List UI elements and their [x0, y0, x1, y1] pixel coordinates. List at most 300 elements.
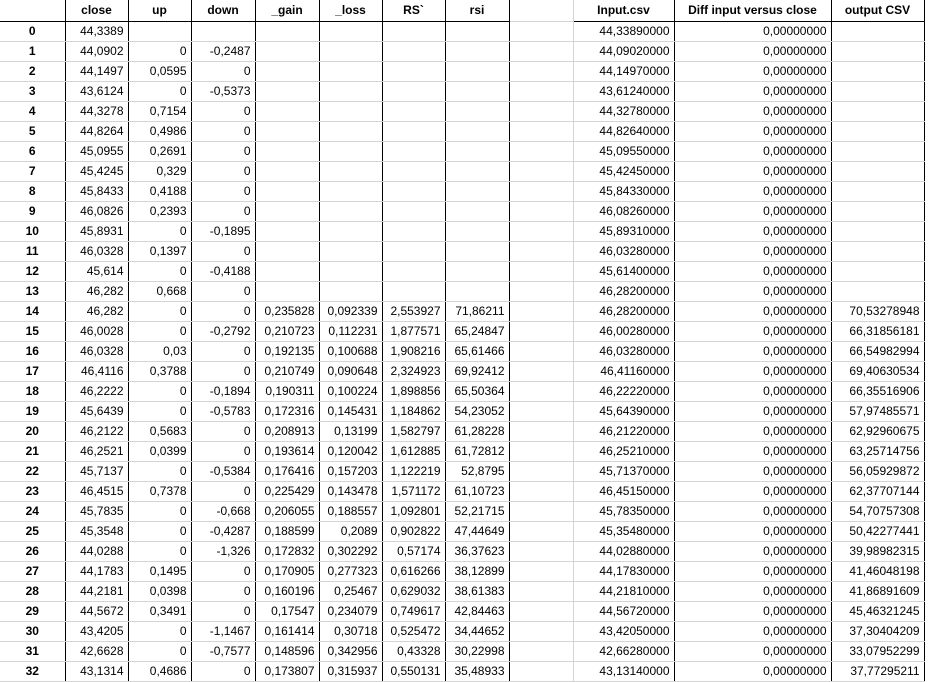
cell-rs[interactable] — [382, 141, 445, 161]
cell-input-csv[interactable]: 44,14970000 — [573, 61, 674, 81]
cell-output-csv[interactable]: 66,31856181 — [831, 321, 924, 341]
cell-close[interactable]: 46,2222 — [65, 381, 128, 401]
cell-output-csv[interactable]: 62,92960675 — [831, 421, 924, 441]
column-header-rsi[interactable]: rsi — [445, 0, 509, 21]
cell-diff-input-vs-close[interactable]: 0,00000000 — [674, 541, 831, 561]
cell-close[interactable]: 46,4515 — [65, 481, 128, 501]
cell-spacer[interactable] — [509, 481, 573, 501]
cell-gain[interactable]: 0,161414 — [255, 621, 319, 641]
cell-spacer[interactable] — [509, 21, 573, 41]
cell-diff-input-vs-close[interactable]: 0,00000000 — [674, 441, 831, 461]
cell-up[interactable]: 0,2691 — [128, 141, 191, 161]
cell-close[interactable]: 45,614 — [65, 261, 128, 281]
cell-down[interactable]: 0 — [191, 301, 255, 321]
cell-up[interactable]: 0 — [128, 401, 191, 421]
cell-rs[interactable]: 0,525472 — [382, 621, 445, 641]
cell-diff-input-vs-close[interactable]: 0,00000000 — [674, 321, 831, 341]
cell-close[interactable]: 46,2122 — [65, 421, 128, 441]
row-index-cell[interactable]: 8 — [0, 181, 65, 201]
cell-rsi[interactable]: 65,61466 — [445, 341, 509, 361]
cell-gain[interactable] — [255, 221, 319, 241]
cell-rsi[interactable]: 35,48933 — [445, 661, 509, 681]
cell-spacer[interactable] — [509, 401, 573, 421]
cell-close[interactable]: 44,5672 — [65, 601, 128, 621]
cell-rs[interactable] — [382, 221, 445, 241]
cell-down[interactable]: -0,5384 — [191, 461, 255, 481]
cell-output-csv[interactable] — [831, 61, 924, 81]
cell-output-csv[interactable]: 69,40630534 — [831, 361, 924, 381]
cell-rs[interactable]: 0,550131 — [382, 661, 445, 681]
cell-rs[interactable] — [382, 41, 445, 61]
cell-down[interactable]: 0 — [191, 161, 255, 181]
cell-output-csv[interactable]: 37,77295211 — [831, 661, 924, 681]
cell-diff-input-vs-close[interactable]: 0,00000000 — [674, 121, 831, 141]
row-index-cell[interactable]: 25 — [0, 521, 65, 541]
cell-diff-input-vs-close[interactable]: 0,00000000 — [674, 221, 831, 241]
column-header-diff-input-vs-close[interactable]: Diff input versus close — [674, 0, 831, 21]
cell-output-csv[interactable]: 57,97485571 — [831, 401, 924, 421]
cell-up[interactable]: 0,668 — [128, 281, 191, 301]
cell-up[interactable]: 0 — [128, 521, 191, 541]
cell-rs[interactable]: 1,898856 — [382, 381, 445, 401]
cell-close[interactable]: 46,282 — [65, 301, 128, 321]
cell-diff-input-vs-close[interactable]: 0,00000000 — [674, 561, 831, 581]
cell-diff-input-vs-close[interactable]: 0,00000000 — [674, 181, 831, 201]
cell-down[interactable]: -1,326 — [191, 541, 255, 561]
cell-down[interactable]: -0,7577 — [191, 641, 255, 661]
row-index-cell[interactable]: 12 — [0, 261, 65, 281]
cell-rsi[interactable]: 47,44649 — [445, 521, 509, 541]
cell-loss[interactable]: 0,092339 — [319, 301, 382, 321]
cell-input-csv[interactable]: 45,09550000 — [573, 141, 674, 161]
cell-gain[interactable] — [255, 241, 319, 261]
cell-close[interactable]: 46,0826 — [65, 201, 128, 221]
cell-diff-input-vs-close[interactable]: 0,00000000 — [674, 381, 831, 401]
cell-loss[interactable]: 0,100688 — [319, 341, 382, 361]
row-index-cell[interactable]: 17 — [0, 361, 65, 381]
cell-rs[interactable]: 0,57174 — [382, 541, 445, 561]
cell-rsi[interactable]: 65,50364 — [445, 381, 509, 401]
cell-up[interactable]: 0,3788 — [128, 361, 191, 381]
cell-input-csv[interactable]: 46,28200000 — [573, 301, 674, 321]
cell-rs[interactable]: 1,092801 — [382, 501, 445, 521]
cell-rsi[interactable] — [445, 241, 509, 261]
cell-gain[interactable]: 0,192135 — [255, 341, 319, 361]
cell-down[interactable]: 0 — [191, 481, 255, 501]
cell-down[interactable]: -0,5783 — [191, 401, 255, 421]
cell-diff-input-vs-close[interactable]: 0,00000000 — [674, 61, 831, 81]
cell-close[interactable]: 45,6439 — [65, 401, 128, 421]
cell-rsi[interactable] — [445, 201, 509, 221]
cell-diff-input-vs-close[interactable]: 0,00000000 — [674, 641, 831, 661]
cell-spacer[interactable] — [509, 81, 573, 101]
cell-gain[interactable] — [255, 181, 319, 201]
cell-gain[interactable] — [255, 161, 319, 181]
cell-input-csv[interactable]: 44,33890000 — [573, 21, 674, 41]
cell-down[interactable]: -0,4188 — [191, 261, 255, 281]
cell-loss[interactable]: 0,13199 — [319, 421, 382, 441]
cell-loss[interactable] — [319, 81, 382, 101]
cell-gain[interactable] — [255, 121, 319, 141]
cell-input-csv[interactable]: 46,00280000 — [573, 321, 674, 341]
cell-rs[interactable]: 0,749617 — [382, 601, 445, 621]
cell-close[interactable]: 45,7137 — [65, 461, 128, 481]
cell-close[interactable]: 46,282 — [65, 281, 128, 301]
cell-rsi[interactable] — [445, 101, 509, 121]
cell-up[interactable]: 0,2393 — [128, 201, 191, 221]
cell-spacer[interactable] — [509, 421, 573, 441]
cell-spacer[interactable] — [509, 381, 573, 401]
cell-down[interactable]: -0,1895 — [191, 221, 255, 241]
cell-rs[interactable]: 1,612885 — [382, 441, 445, 461]
cell-up[interactable]: 0,7154 — [128, 101, 191, 121]
cell-spacer[interactable] — [509, 641, 573, 661]
cell-rsi[interactable]: 61,28228 — [445, 421, 509, 441]
cell-input-csv[interactable]: 46,03280000 — [573, 341, 674, 361]
cell-input-csv[interactable]: 44,56720000 — [573, 601, 674, 621]
cell-rsi[interactable]: 61,10723 — [445, 481, 509, 501]
cell-rsi[interactable] — [445, 21, 509, 41]
cell-diff-input-vs-close[interactable]: 0,00000000 — [674, 521, 831, 541]
cell-gain[interactable] — [255, 81, 319, 101]
cell-down[interactable]: 0 — [191, 101, 255, 121]
cell-loss[interactable] — [319, 281, 382, 301]
cell-rs[interactable]: 2,324923 — [382, 361, 445, 381]
cell-loss[interactable]: 0,30718 — [319, 621, 382, 641]
cell-gain[interactable] — [255, 201, 319, 221]
cell-gain[interactable]: 0,188599 — [255, 521, 319, 541]
cell-down[interactable]: -0,2487 — [191, 41, 255, 61]
cell-spacer[interactable] — [509, 321, 573, 341]
row-index-cell[interactable]: 28 — [0, 581, 65, 601]
cell-gain[interactable]: 0,210749 — [255, 361, 319, 381]
cell-diff-input-vs-close[interactable]: 0,00000000 — [674, 621, 831, 641]
cell-up[interactable]: 0,4686 — [128, 661, 191, 681]
cell-diff-input-vs-close[interactable]: 0,00000000 — [674, 281, 831, 301]
cell-rs[interactable]: 2,553927 — [382, 301, 445, 321]
row-index-cell[interactable]: 0 — [0, 21, 65, 41]
cell-rs[interactable]: 0,902822 — [382, 521, 445, 541]
cell-input-csv[interactable]: 46,21220000 — [573, 421, 674, 441]
cell-diff-input-vs-close[interactable]: 0,00000000 — [674, 401, 831, 421]
cell-spacer[interactable] — [509, 281, 573, 301]
cell-output-csv[interactable]: 56,05929872 — [831, 461, 924, 481]
cell-gain[interactable]: 0,235828 — [255, 301, 319, 321]
cell-down[interactable]: 0 — [191, 61, 255, 81]
row-index-cell[interactable]: 23 — [0, 481, 65, 501]
row-index-cell[interactable]: 21 — [0, 441, 65, 461]
cell-close[interactable]: 46,0328 — [65, 341, 128, 361]
cell-loss[interactable] — [319, 261, 382, 281]
cell-input-csv[interactable]: 44,82640000 — [573, 121, 674, 141]
cell-output-csv[interactable] — [831, 261, 924, 281]
column-header-close[interactable]: close — [65, 0, 128, 21]
cell-down[interactable] — [191, 21, 255, 41]
cell-rsi[interactable]: 71,86211 — [445, 301, 509, 321]
cell-spacer[interactable] — [509, 161, 573, 181]
cell-spacer[interactable] — [509, 521, 573, 541]
cell-diff-input-vs-close[interactable]: 0,00000000 — [674, 161, 831, 181]
cell-close[interactable]: 42,6628 — [65, 641, 128, 661]
cell-up[interactable]: 0,0399 — [128, 441, 191, 461]
cell-close[interactable]: 43,4205 — [65, 621, 128, 641]
cell-down[interactable]: 0 — [191, 561, 255, 581]
cell-loss[interactable] — [319, 41, 382, 61]
cell-up[interactable]: 0,03 — [128, 341, 191, 361]
cell-up[interactable]: 0,3491 — [128, 601, 191, 621]
cell-rs[interactable] — [382, 261, 445, 281]
cell-diff-input-vs-close[interactable]: 0,00000000 — [674, 461, 831, 481]
cell-spacer[interactable] — [509, 361, 573, 381]
cell-output-csv[interactable]: 50,42277441 — [831, 521, 924, 541]
cell-loss[interactable]: 0,100224 — [319, 381, 382, 401]
cell-output-csv[interactable]: 66,35516906 — [831, 381, 924, 401]
cell-down[interactable]: 0 — [191, 441, 255, 461]
cell-up[interactable]: 0,1495 — [128, 561, 191, 581]
cell-up[interactable]: 0 — [128, 81, 191, 101]
cell-output-csv[interactable] — [831, 281, 924, 301]
column-header-up[interactable]: up — [128, 0, 191, 21]
cell-input-csv[interactable]: 43,61240000 — [573, 81, 674, 101]
cell-up[interactable]: 0 — [128, 641, 191, 661]
cell-down[interactable]: 0 — [191, 141, 255, 161]
cell-diff-input-vs-close[interactable]: 0,00000000 — [674, 301, 831, 321]
cell-gain[interactable] — [255, 261, 319, 281]
cell-close[interactable]: 46,2521 — [65, 441, 128, 461]
cell-down[interactable]: -0,5373 — [191, 81, 255, 101]
cell-gain[interactable]: 0,160196 — [255, 581, 319, 601]
row-index-cell[interactable]: 22 — [0, 461, 65, 481]
cell-spacer[interactable] — [509, 621, 573, 641]
cell-up[interactable]: 0 — [128, 461, 191, 481]
row-index-cell[interactable]: 10 — [0, 221, 65, 241]
cell-output-csv[interactable] — [831, 101, 924, 121]
cell-rsi[interactable] — [445, 281, 509, 301]
cell-gain[interactable]: 0,17547 — [255, 601, 319, 621]
cell-output-csv[interactable]: 37,30404209 — [831, 621, 924, 641]
cell-rs[interactable]: 0,616266 — [382, 561, 445, 581]
cell-input-csv[interactable]: 46,08260000 — [573, 201, 674, 221]
column-header-down[interactable]: down — [191, 0, 255, 21]
cell-diff-input-vs-close[interactable]: 0,00000000 — [674, 581, 831, 601]
cell-up[interactable]: 0,4188 — [128, 181, 191, 201]
cell-diff-input-vs-close[interactable]: 0,00000000 — [674, 661, 831, 681]
cell-rsi[interactable]: 34,44652 — [445, 621, 509, 641]
cell-loss[interactable]: 0,145431 — [319, 401, 382, 421]
cell-diff-input-vs-close[interactable]: 0,00000000 — [674, 361, 831, 381]
column-header-input-csv[interactable]: Input.csv — [573, 0, 674, 21]
cell-close[interactable]: 45,0955 — [65, 141, 128, 161]
cell-gain[interactable]: 0,210723 — [255, 321, 319, 341]
cell-down[interactable]: 0 — [191, 601, 255, 621]
row-index-cell[interactable]: 32 — [0, 661, 65, 681]
cell-loss[interactable] — [319, 241, 382, 261]
cell-diff-input-vs-close[interactable]: 0,00000000 — [674, 261, 831, 281]
cell-close[interactable]: 44,8264 — [65, 121, 128, 141]
cell-up[interactable]: 0,5683 — [128, 421, 191, 441]
cell-down[interactable]: -0,1894 — [191, 381, 255, 401]
cell-up[interactable]: 0 — [128, 381, 191, 401]
cell-down[interactable]: 0 — [191, 661, 255, 681]
cell-spacer[interactable] — [509, 261, 573, 281]
cell-rs[interactable] — [382, 281, 445, 301]
cell-up[interactable]: 0 — [128, 221, 191, 241]
cell-spacer[interactable] — [509, 41, 573, 61]
row-index-cell[interactable]: 13 — [0, 281, 65, 301]
column-header-loss[interactable]: _loss — [319, 0, 382, 21]
row-index-cell[interactable]: 1 — [0, 41, 65, 61]
cell-up[interactable]: 0 — [128, 541, 191, 561]
cell-gain[interactable] — [255, 21, 319, 41]
cell-loss[interactable] — [319, 141, 382, 161]
cell-loss[interactable]: 0,188557 — [319, 501, 382, 521]
cell-up[interactable]: 0,4986 — [128, 121, 191, 141]
cell-close[interactable]: 44,1497 — [65, 61, 128, 81]
cell-diff-input-vs-close[interactable]: 0,00000000 — [674, 341, 831, 361]
cell-loss[interactable] — [319, 61, 382, 81]
cell-input-csv[interactable]: 46,41160000 — [573, 361, 674, 381]
cell-rs[interactable] — [382, 121, 445, 141]
cell-gain[interactable]: 0,190311 — [255, 381, 319, 401]
column-header-row-index[interactable] — [0, 0, 65, 21]
cell-rsi[interactable] — [445, 261, 509, 281]
cell-input-csv[interactable]: 45,89310000 — [573, 221, 674, 241]
cell-input-csv[interactable]: 46,45150000 — [573, 481, 674, 501]
cell-spacer[interactable] — [509, 101, 573, 121]
cell-input-csv[interactable]: 44,17830000 — [573, 561, 674, 581]
cell-loss[interactable] — [319, 21, 382, 41]
cell-input-csv[interactable]: 45,35480000 — [573, 521, 674, 541]
cell-diff-input-vs-close[interactable]: 0,00000000 — [674, 21, 831, 41]
cell-loss[interactable]: 0,090648 — [319, 361, 382, 381]
cell-rsi[interactable] — [445, 81, 509, 101]
cell-diff-input-vs-close[interactable]: 0,00000000 — [674, 481, 831, 501]
cell-input-csv[interactable]: 43,42050000 — [573, 621, 674, 641]
column-header-gain[interactable]: _gain — [255, 0, 319, 21]
cell-rsi[interactable] — [445, 41, 509, 61]
cell-rs[interactable] — [382, 161, 445, 181]
cell-loss[interactable]: 0,342956 — [319, 641, 382, 661]
cell-close[interactable]: 46,0028 — [65, 321, 128, 341]
cell-input-csv[interactable]: 46,25210000 — [573, 441, 674, 461]
cell-down[interactable]: 0 — [191, 281, 255, 301]
cell-close[interactable]: 45,8931 — [65, 221, 128, 241]
row-index-cell[interactable]: 20 — [0, 421, 65, 441]
cell-up[interactable]: 0 — [128, 301, 191, 321]
cell-spacer[interactable] — [509, 601, 573, 621]
cell-gain[interactable]: 0,225429 — [255, 481, 319, 501]
cell-close[interactable]: 43,6124 — [65, 81, 128, 101]
row-index-cell[interactable]: 24 — [0, 501, 65, 521]
cell-gain[interactable]: 0,148596 — [255, 641, 319, 661]
cell-close[interactable]: 44,3389 — [65, 21, 128, 41]
row-index-cell[interactable]: 9 — [0, 201, 65, 221]
cell-down[interactable]: -0,2792 — [191, 321, 255, 341]
cell-spacer[interactable] — [509, 501, 573, 521]
cell-spacer[interactable] — [509, 301, 573, 321]
cell-spacer[interactable] — [509, 561, 573, 581]
cell-up[interactable]: 0 — [128, 501, 191, 521]
cell-input-csv[interactable]: 45,78350000 — [573, 501, 674, 521]
cell-up[interactable]: 0,0595 — [128, 61, 191, 81]
cell-rs[interactable] — [382, 181, 445, 201]
row-index-cell[interactable]: 27 — [0, 561, 65, 581]
cell-rs[interactable] — [382, 201, 445, 221]
cell-input-csv[interactable]: 46,03280000 — [573, 241, 674, 261]
row-index-cell[interactable]: 2 — [0, 61, 65, 81]
cell-loss[interactable]: 0,143478 — [319, 481, 382, 501]
cell-close[interactable]: 43,1314 — [65, 661, 128, 681]
cell-input-csv[interactable]: 46,22220000 — [573, 381, 674, 401]
cell-spacer[interactable] — [509, 241, 573, 261]
cell-spacer[interactable] — [509, 221, 573, 241]
cell-output-csv[interactable]: 41,86891609 — [831, 581, 924, 601]
row-index-cell[interactable]: 6 — [0, 141, 65, 161]
cell-rs[interactable]: 1,184862 — [382, 401, 445, 421]
cell-rs[interactable] — [382, 61, 445, 81]
row-index-cell[interactable]: 26 — [0, 541, 65, 561]
cell-spacer[interactable] — [509, 541, 573, 561]
cell-spacer[interactable] — [509, 201, 573, 221]
cell-rsi[interactable]: 30,22998 — [445, 641, 509, 661]
cell-rs[interactable]: 1,877571 — [382, 321, 445, 341]
row-index-cell[interactable]: 3 — [0, 81, 65, 101]
cell-output-csv[interactable]: 66,54982994 — [831, 341, 924, 361]
cell-input-csv[interactable]: 44,32780000 — [573, 101, 674, 121]
cell-output-csv[interactable]: 39,98982315 — [831, 541, 924, 561]
row-index-cell[interactable]: 5 — [0, 121, 65, 141]
cell-rsi[interactable]: 36,37623 — [445, 541, 509, 561]
cell-rs[interactable] — [382, 101, 445, 121]
cell-gain[interactable]: 0,173807 — [255, 661, 319, 681]
cell-output-csv[interactable]: 70,53278948 — [831, 301, 924, 321]
row-index-cell[interactable]: 29 — [0, 601, 65, 621]
cell-diff-input-vs-close[interactable]: 0,00000000 — [674, 421, 831, 441]
cell-spacer[interactable] — [509, 661, 573, 681]
cell-spacer[interactable] — [509, 181, 573, 201]
cell-rs[interactable]: 0,43328 — [382, 641, 445, 661]
cell-diff-input-vs-close[interactable]: 0,00000000 — [674, 81, 831, 101]
cell-diff-input-vs-close[interactable]: 0,00000000 — [674, 101, 831, 121]
cell-loss[interactable] — [319, 201, 382, 221]
cell-rsi[interactable]: 61,72812 — [445, 441, 509, 461]
cell-loss[interactable]: 0,315937 — [319, 661, 382, 681]
cell-down[interactable]: 0 — [191, 581, 255, 601]
cell-rs[interactable]: 1,571172 — [382, 481, 445, 501]
cell-input-csv[interactable]: 44,02880000 — [573, 541, 674, 561]
cell-up[interactable]: 0,329 — [128, 161, 191, 181]
row-index-cell[interactable]: 11 — [0, 241, 65, 261]
cell-spacer[interactable] — [509, 581, 573, 601]
cell-loss[interactable] — [319, 161, 382, 181]
cell-close[interactable]: 45,8433 — [65, 181, 128, 201]
cell-spacer[interactable] — [509, 461, 573, 481]
cell-input-csv[interactable]: 43,13140000 — [573, 661, 674, 681]
cell-close[interactable]: 46,4116 — [65, 361, 128, 381]
cell-rs[interactable] — [382, 21, 445, 41]
cell-rsi[interactable]: 38,12899 — [445, 561, 509, 581]
cell-gain[interactable]: 0,170905 — [255, 561, 319, 581]
cell-rsi[interactable] — [445, 221, 509, 241]
cell-input-csv[interactable]: 44,09020000 — [573, 41, 674, 61]
cell-rsi[interactable] — [445, 181, 509, 201]
cell-output-csv[interactable]: 45,46321245 — [831, 601, 924, 621]
cell-gain[interactable]: 0,193614 — [255, 441, 319, 461]
cell-up[interactable]: 0,1397 — [128, 241, 191, 261]
cell-gain[interactable]: 0,206055 — [255, 501, 319, 521]
cell-input-csv[interactable]: 45,71370000 — [573, 461, 674, 481]
cell-close[interactable]: 44,3278 — [65, 101, 128, 121]
